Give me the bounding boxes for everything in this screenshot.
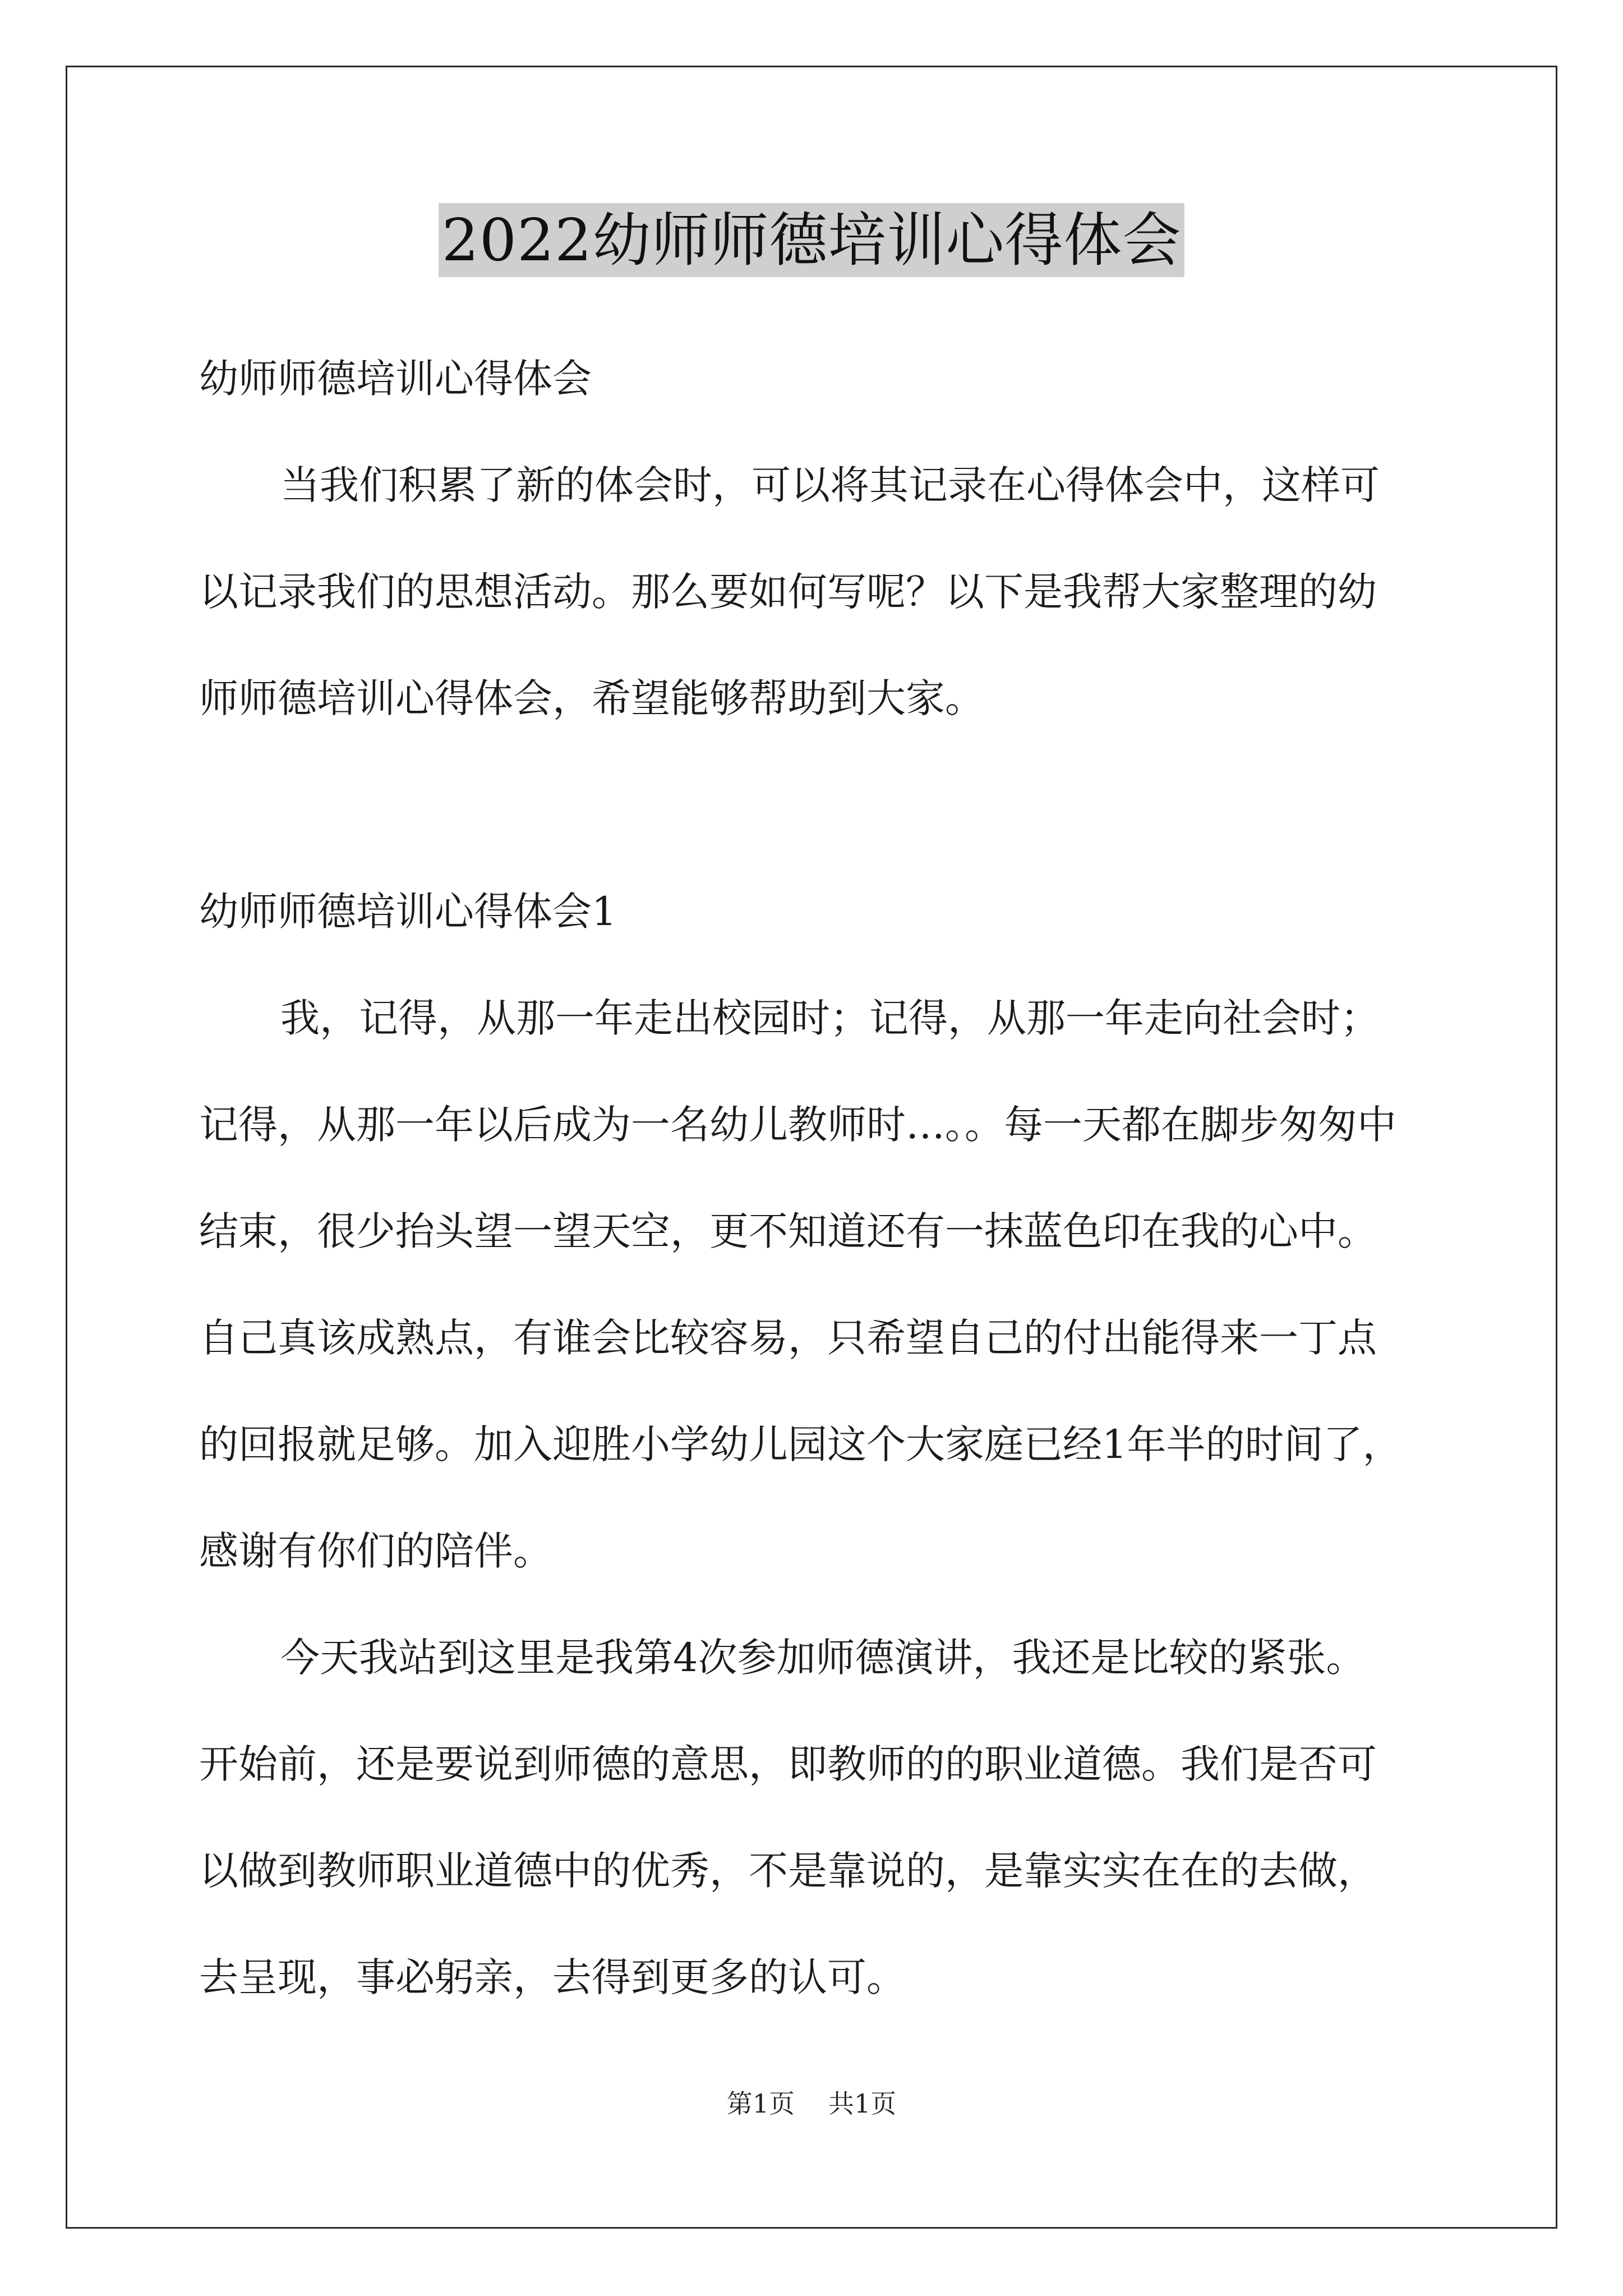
page-footer [0, 2087, 1623, 2120]
subtitle-line: 幼师师德培训心得体会 [199, 356, 592, 402]
section-heading: 幼师师德培训心得体会1 [199, 889, 617, 935]
paragraph-line: 今天我站到这里是我第4次参加师德演讲，我还是比较的紧张。 [280, 1635, 1366, 1681]
page-number: 第1页 [726, 2088, 795, 2119]
page-total: 共1页 [828, 2088, 897, 2119]
paragraph-line: 的回报就足够。加入迎胜小学幼儿园这个大家庭已经1年半的时间了， [199, 1421, 1402, 1467]
paragraph-line: 以做到教师职业道德中的优秀，不是靠说的，是靠实实在在的去做， [199, 1848, 1377, 1894]
title-container [0, 203, 1623, 277]
paragraph-line: 结束，很少抬头望一望天空，更不知道还有一抹蓝色印在我的心中。 [199, 1208, 1377, 1254]
paragraph-line: 当我们积累了新的体会时，可以将其记录在心得体会中，这样可 [280, 462, 1380, 508]
paragraph-line: 我，记得，从那一年走出校园时；记得，从那一年走向社会时； [280, 995, 1380, 1041]
paragraph-line: 去呈现，事必躬亲，去得到更多的认可。 [199, 1954, 906, 2000]
paragraph-line: 开始前，还是要说到师德的意思，即教师的的职业道德。我们是否可 [199, 1741, 1377, 1787]
paragraph-line: 记得，从那一年以后成为一名幼儿教师时…。。每一天都在脚步匆匆中 [199, 1102, 1396, 1148]
paragraph-line: 感谢有你们的陪伴。 [199, 1528, 552, 1574]
document-title: 2022幼师师德培训心得体会 [439, 203, 1185, 277]
paragraph-line: 自己真该成熟点，有谁会比较容易，只希望自己的付出能得来一丁点 [199, 1315, 1377, 1361]
paragraph-line: 以记录我们的思想活动。那么要如何写呢？以下是我帮大家整理的幼 [199, 569, 1377, 615]
paragraph-line: 师师德培训心得体会，希望能够帮助到大家。 [199, 675, 984, 721]
